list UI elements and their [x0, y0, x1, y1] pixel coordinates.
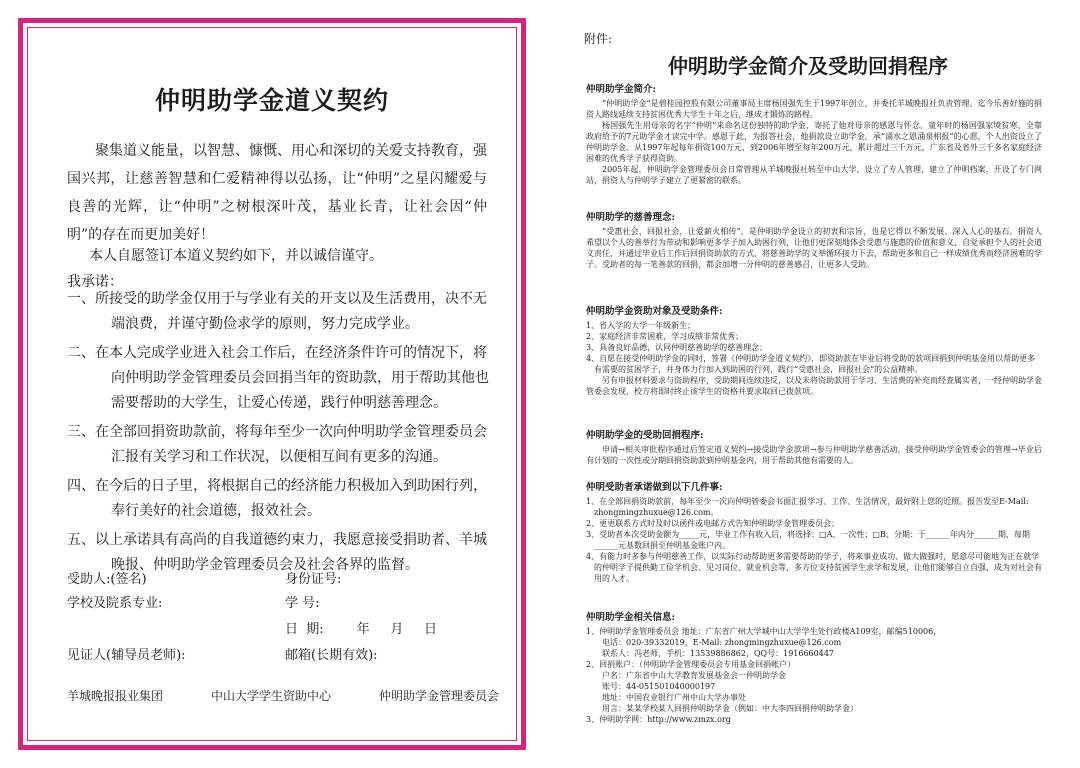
promise-item: 二、在本人完成学业进入社会工作后，在经济条件许可的情况下，将向仲明助学金管理委员会回捐当年的资助款，用于帮助其他也需要帮助的大学生，让爱心传递，践行仲明慈善理念。	[67, 345, 489, 411]
section-eligibility	[586, 306, 1042, 397]
promise-item: 三、在全部回捐资助款前，将每年至少一次向仲明助学金管理委员会汇报有关学习和工作状况，以便相互间有更多的沟通。	[67, 424, 487, 465]
section-heading: 仲明助学的慈善理念:	[586, 212, 676, 223]
list-item: 电话：020-39332019，E-Mail: zhongmingzhuxue@126.com	[602, 638, 842, 647]
section-heading: 仲明助学金资助对象及受助条件:	[586, 306, 723, 317]
section-repay-procedure	[586, 430, 1042, 466]
paragraph: 2005年起，仲明助学金管理委员会日常管理从羊城晚报社转至中山大学，设立了专人管理，建立了仲明档案，开设了专门网站，捐资人与仲明学子建立了更紧密的联系。	[586, 165, 1042, 185]
section-intro	[586, 84, 1042, 186]
paragraph: “仲明助学金”是碧桂园控股有限公司董事局主席杨国强先生于1997年创立，并委托羊城晚报社负责管理。迄今乐善好施的捐资人路线延续支持贫困优秀大学生十年之后，继成才锻炼的路程。	[586, 99, 1042, 119]
paragraph: 申请→相关审批程序通过后签定道义契约→接受助学金款项→参与仲明助学慈善活动，接受仲明助学金管委会的管理→毕业后有计划的一次性或分期回捐资助款到仲明基金内，用于帮助其他有需要的人。	[586, 445, 1042, 465]
section-heading: 仲明助学金相关信息:	[586, 612, 676, 623]
section-philosophy	[586, 212, 1042, 270]
paragraph: 杨国强先生用母亲的名字“仲明”来命名这份独特的助学金，寄托了他对母亲的感恩与怀念。童年时的杨国强家境贫寒，全靠政府给予的7元助学金才读完中学。感恩于此，为报答社会，他捐款设立助学金，承“涌水之恩涌泉相报”的心愿，个人出资设立了仲明助学金。从1997年起每年捐资100万元，到2006年增至每年200万元，累计超过三千万元，广东省及省外三千多名家庭经济困难的优秀学子获得资助。	[586, 121, 1042, 163]
list-item: 2、回捐账户：（仲明助学金管理委员会专用基金回捐帐户）	[586, 660, 796, 669]
email-label: 邮箱(长期有效):	[285, 648, 378, 663]
recipient-signature-label: 受助人:(签名)	[67, 572, 147, 587]
paragraph: “受惠社会，回报社会，让爱薪火相传”，是仲明助学金设立的初衷和宗旨，也是它得以不断发展、深入人心的基石。捐资人希望以个人的善举行为带动和影响更多学子加入助困行列，让他们更深刻地体会受惠与施惠的价值和意义，自觉承担个人的社会道义责任，并通过毕业后工作后回捐资助款的方式，将慈善助学的义举循环接力下去，帮助更多和自己一样成绩优秀而经济困难的学子。受助者的每一笔善款的回捐，都会加增一分仲明的慈善感召，让更多人受助。	[586, 227, 1042, 269]
list-item: 联系人：冯老师，手机：13539886862，QQ号：1916660447	[602, 649, 835, 658]
school-label: 学校及院系专业:	[67, 596, 163, 611]
date-label: 日 期: 年 月 日	[285, 622, 438, 637]
list-item: 1、省入学的大学一年级新生；	[586, 321, 696, 330]
section-contact-info	[586, 612, 1042, 725]
list-item: 地址：中国农业银行广州中山大学办事处	[602, 693, 746, 702]
promise-item: 一、所接受的助学金仅用于与学业有关的开支以及生活费用，决不无端浪费，并谨守勤俭求学的原则，努力完成学业。	[67, 291, 487, 332]
contract-intro: 聚集道义能量，以智慧、慷慨、用心和深切的关爱支持教育，强国兴邦，让慈善智慧和仁爱精神得以弘扬，让“仲明”之星闪耀爱与良善的光辉，让“仲明”之树根深叶茂，基业长青，让社会因“仲明”的存在而更加美好！	[67, 143, 487, 243]
promise-item: 四、在今后的日子里，将根据自己的经济能力积极加入到助困行列，奉行美好的社会道德，报效社会。	[67, 478, 487, 519]
organizations-footer	[67, 687, 499, 704]
id-number-label: 身份证号:	[285, 572, 342, 587]
contract-title: 仲明助学金道义契约	[154, 86, 389, 115]
section-commitments	[586, 482, 1042, 584]
list-item: 用言：某某学校某人回捐仲明助学金（例如：中大李四回捐仲明助学金）	[602, 704, 858, 713]
list-item: 1、在全部回捐资助款前，每年至少一次向仲明管委会书面汇报学习、工作、生活情况，最好附上您的近照。报告发至E-Mail: zhongmingzhuxue@126.com。	[586, 497, 1029, 517]
promise-list	[67, 287, 497, 582]
list-item: 1、仲明助学金管理委员会 地址：广东省广州大学城中山大学学生处行政楼A109室，邮编510006，	[586, 627, 942, 636]
list-item: 2、家庭经济非常困难，学习成绩非常优秀；	[586, 332, 744, 341]
promise-heading: 我承诺：	[67, 274, 123, 290]
section-heading: 仲明受助者承诺做到以下几件事:	[586, 482, 723, 493]
list-item: 4、自愿在接受仲明助学金的同时，签署《仲明助学金道义契约》，即资助款在毕业后将受助的款项回捐到仲明基金用以帮助更多有需要的贫困学子，并身体力行加入到助困的行列，践行“受惠社会，回报社会”的公益精神。	[586, 354, 1036, 374]
list-item: 4、有能力时多参与仲明慈善工作，以实际行动帮助更多需要帮助的学子，将来事业成功、做大做强时，愿意尽可能地为正在就学的仲明学子提供勤工俭学机会、见习岗位、就业机会等，多方位支持贫困学生求学和发展，让他们能够自立自强，成为对社会有用的人才。	[586, 552, 1042, 583]
attachment-label: 附件:	[584, 32, 613, 46]
list-item: 3、受助者本次受助金额为_____元，毕业工作有收入后，将选择：□A、一次性；□B、分期：于______年内分______期，每期______元基数回捐至仲明基金账户内。	[586, 530, 1030, 550]
org-name: 中山大学学生资助中心	[210, 689, 331, 703]
org-name: 仲明助学金管理委员会	[378, 689, 499, 703]
list-item: 2、更更联系方式时及时以函件或电邮方式告知仲明助学金管理委员会；	[586, 519, 840, 528]
attachment-title: 仲明助学金简介及受助回捐程序	[668, 54, 948, 78]
list-item: 3、仲明助学网：http://www.zmzx.org	[586, 715, 731, 724]
promise-item: 五、以上承诺具有高尚的自我道德约束力，我愿意接受捐助者、羊城晚报、仲明助学金管理委员会及社会各界的监督。	[67, 532, 487, 573]
witness-label: 见证人(辅导员老师):	[67, 648, 186, 663]
contract-page	[18, 18, 526, 750]
section-heading: 仲明助学金简介:	[586, 84, 657, 95]
org-name: 羊城晚报报业集团	[67, 689, 164, 703]
list-item: 3、具备良好品德，认同仲明慈善助学的慈善理念；	[586, 343, 768, 352]
pledge-statement: 本人自愿签订本道义契约如下，并以诚信谨守。	[89, 248, 383, 264]
attachment-page	[548, 18, 1068, 750]
student-number-label: 学 号:	[285, 596, 320, 611]
list-item: 另有申报材料要求与资助程序，受助期间连续违反，以及未将资助款用于学习、生活费的补充而经查属实者，一经仲明助学金管委会发现，校方将即时终止该学生的资格并要求取回已拨款项。	[586, 376, 1042, 396]
list-item: 户名：广东省中山大学教育发展基金会一仲明助学金	[602, 671, 786, 680]
list-item: 账号：44-051501040000197	[602, 682, 716, 691]
section-heading: 仲明助学金的受助回捐程序:	[586, 430, 704, 441]
